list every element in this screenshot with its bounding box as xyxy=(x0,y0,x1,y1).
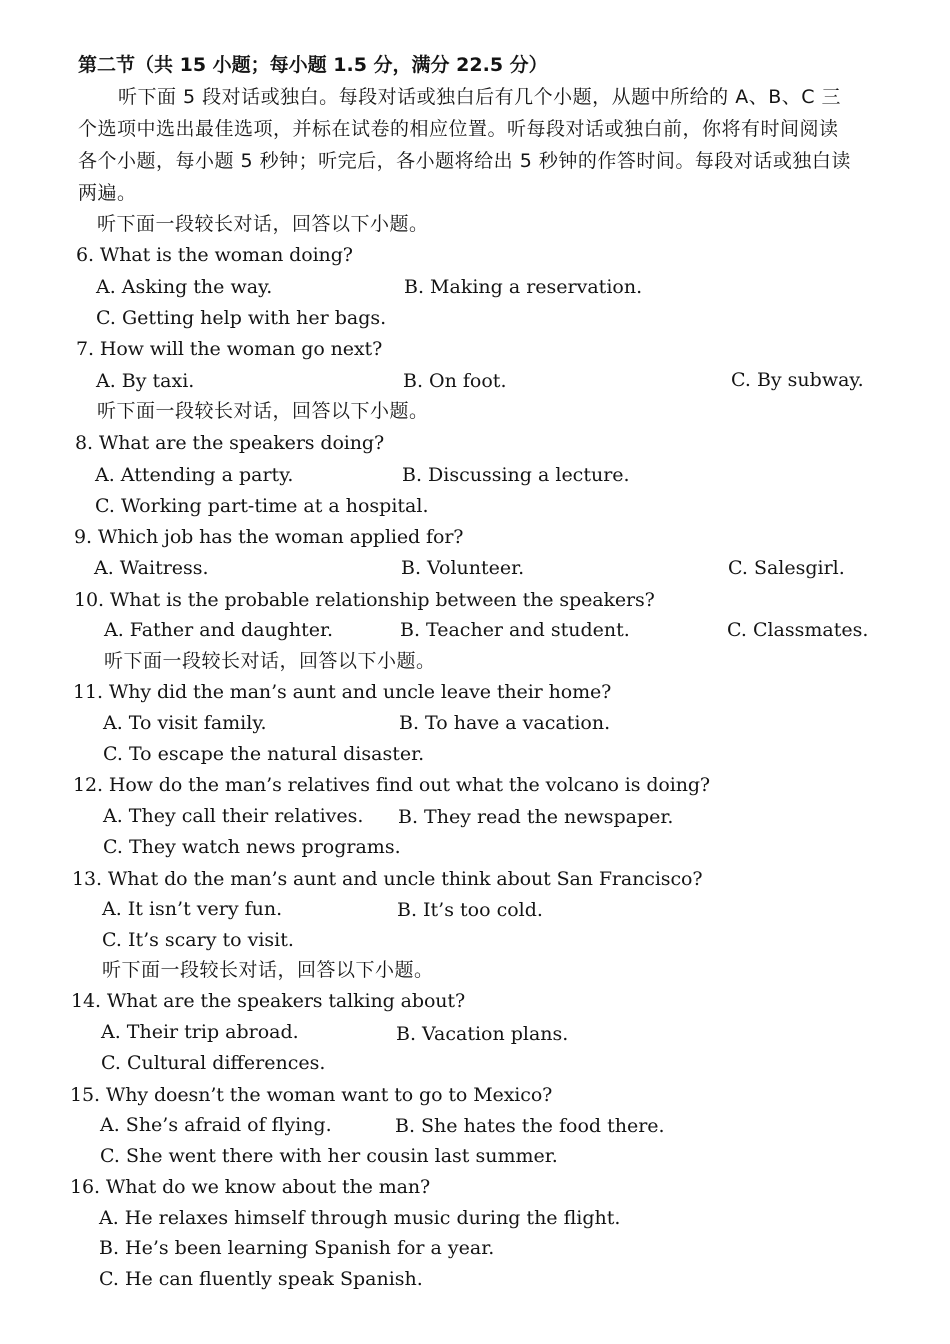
option-b: B. She hates the food there. xyxy=(395,1115,665,1137)
option-a: A. Waitress. xyxy=(94,557,209,579)
option-c: C. Working part-time at a hospital. xyxy=(95,495,429,517)
question-stem: 8. What are the speakers doing? xyxy=(75,432,385,454)
option-a: A. To visit family. xyxy=(103,712,267,734)
option-a: A. He relaxes himself through music during the flight. xyxy=(99,1207,621,1229)
section-heading: 第二节（共 15 小题；每小题 1.5 分，满分 22.5 分） xyxy=(78,54,548,76)
option-c: C. Cultural differences. xyxy=(101,1052,326,1074)
question-stem: 9. Which job has the woman applied for? xyxy=(74,526,464,548)
question-stem: 11. Why did the man’s aunt and uncle leave their home? xyxy=(73,681,612,703)
dialogue-instruction: 听下面一段较长对话，回答以下小题。 xyxy=(104,650,436,672)
option-b: B. Discussing a lecture. xyxy=(402,464,630,486)
intro-line: 各个小题，每小题 5 秒钟；听完后，各小题将给出 5 秒钟的作答时间。每段对话或独白读 xyxy=(78,150,851,172)
option-a: A. Their trip abroad. xyxy=(101,1021,299,1043)
question-stem: 14. What are the speakers talking about? xyxy=(71,990,466,1012)
option-b: B. Volunteer. xyxy=(401,557,525,579)
question-stem: 12. How do the man’s relatives find out what the volcano is doing? xyxy=(73,774,711,796)
question-stem: 16. What do we know about the man? xyxy=(70,1176,431,1198)
question-stem: 10. What is the probable relationship between the speakers? xyxy=(74,589,655,611)
option-a: A. They call their relatives. xyxy=(103,805,364,827)
option-c: C. By subway. xyxy=(731,369,864,391)
question-stem: 13. What do the man’s aunt and uncle think about San Francisco? xyxy=(72,868,703,890)
question-stem: 7. How will the woman go next? xyxy=(76,338,383,360)
option-c: C. Getting help with her bags. xyxy=(96,307,387,329)
option-c: C. It’s scary to visit. xyxy=(102,929,294,951)
option-b: B. Teacher and student. xyxy=(400,619,630,641)
option-c: C. She went there with her cousin last summer. xyxy=(100,1145,558,1167)
option-a: A. She’s afraid of flying. xyxy=(100,1114,332,1136)
dialogue-instruction: 听下面一段较长对话，回答以下小题。 xyxy=(97,213,429,235)
option-b: B. Making a reservation. xyxy=(404,276,643,298)
option-a: A. Attending a party. xyxy=(95,464,294,486)
intro-line: 两遍。 xyxy=(78,182,137,204)
option-b: B. They read the newspaper. xyxy=(398,806,674,828)
question-stem: 15. Why doesn’t the woman want to go to Mexico? xyxy=(70,1084,553,1106)
option-b: B. Vacation plans. xyxy=(396,1023,569,1045)
dialogue-instruction: 听下面一段较长对话，回答以下小题。 xyxy=(102,959,434,981)
option-a: A. It isn’t very fun. xyxy=(102,898,283,920)
option-c: C. Classmates. xyxy=(727,619,869,641)
option-c: C. They watch news programs. xyxy=(103,836,401,858)
option-b: B. On foot. xyxy=(403,370,507,392)
question-stem: 6. What is the woman doing? xyxy=(76,244,353,266)
option-a: A. Father and daughter. xyxy=(104,619,334,641)
dialogue-instruction: 听下面一段较长对话，回答以下小题。 xyxy=(97,400,429,422)
intro-line: 个选项中选出最佳选项，并标在试卷的相应位置。听每段对话或独白前，你将有时间阅读 xyxy=(78,118,839,140)
option-c: C. Salesgirl. xyxy=(728,557,845,579)
option-c: C. He can fluently speak Spanish. xyxy=(99,1268,423,1290)
option-b: B. To have a vacation. xyxy=(399,712,611,734)
option-a: A. Asking the way. xyxy=(96,276,273,298)
option-b: B. He’s been learning Spanish for a year. xyxy=(99,1237,495,1259)
option-a: A. By taxi. xyxy=(96,370,195,392)
option-b: B. It’s too cold. xyxy=(397,899,543,921)
option-c: C. To escape the natural disaster. xyxy=(103,743,425,765)
intro-line: 听下面 5 段对话或独白。每段对话或独白后有几个小题，从题中所给的 A、B、C 三 xyxy=(118,86,842,108)
